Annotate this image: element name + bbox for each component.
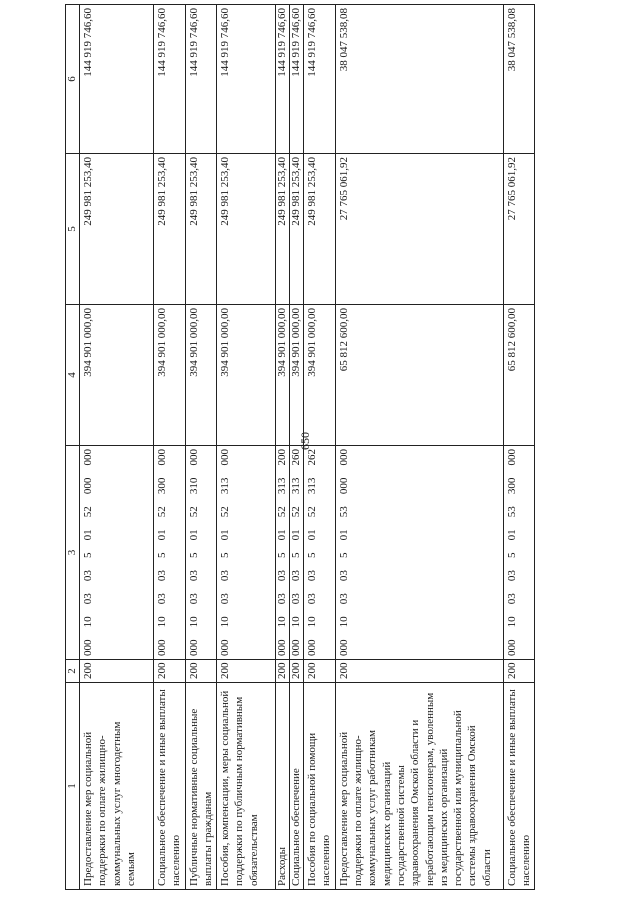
code-part: 53 bbox=[505, 506, 518, 518]
row-value-remaining: 144 919 746,60 bbox=[276, 5, 290, 154]
code-part: 000 bbox=[156, 639, 168, 656]
code-part: 03 bbox=[187, 593, 200, 605]
row-classification-code bbox=[503, 446, 535, 660]
code-part: 03 bbox=[290, 570, 303, 582]
row-value-approved: 394 901 000,00 bbox=[290, 305, 304, 446]
code-part: 10 bbox=[290, 616, 303, 628]
code-part: 000 bbox=[156, 449, 168, 466]
code-part: 10 bbox=[276, 616, 289, 628]
code-part: 03 bbox=[82, 593, 94, 605]
row-rcp-code: 200 bbox=[290, 660, 304, 683]
row-rcp-code: 200 bbox=[154, 660, 186, 683]
code-part: 03 bbox=[290, 593, 303, 605]
code-part: 000 bbox=[82, 477, 94, 495]
code-part: 10 bbox=[82, 616, 94, 628]
code-part: 01 bbox=[82, 529, 94, 541]
code-part: 000 bbox=[187, 639, 200, 656]
row-value-executed: 249 981 253,40 bbox=[290, 154, 304, 305]
code-part: 10 bbox=[306, 616, 319, 628]
row-name: Расходы bbox=[276, 683, 290, 890]
table-row bbox=[80, 5, 154, 890]
header-row bbox=[66, 5, 80, 890]
row-classification-code bbox=[290, 446, 304, 660]
code-part: 5 bbox=[187, 552, 200, 558]
code-part: 5 bbox=[505, 552, 518, 558]
code-part: 5 bbox=[276, 552, 289, 558]
code-part: 03 bbox=[337, 570, 350, 582]
code-part: 53 bbox=[337, 506, 350, 518]
row-classification-code bbox=[185, 446, 217, 660]
code-part: 52 bbox=[219, 506, 232, 518]
code-part: 262 bbox=[306, 449, 319, 466]
row-value-approved: 65 812 600,00 bbox=[503, 305, 535, 446]
row-value-remaining: 38 047 538,08 bbox=[503, 5, 535, 154]
code-part: 03 bbox=[219, 570, 232, 582]
code-part: 260 bbox=[290, 449, 303, 466]
code-part: 5 bbox=[337, 552, 350, 558]
code-part: 310 bbox=[187, 477, 200, 495]
table-row bbox=[217, 5, 276, 890]
table-row bbox=[503, 5, 535, 890]
row-value-executed: 249 981 253,40 bbox=[217, 154, 276, 305]
code-part: 03 bbox=[82, 570, 94, 582]
table-row bbox=[304, 5, 336, 890]
code-part: 5 bbox=[306, 552, 319, 558]
code-part: 000 bbox=[337, 639, 350, 656]
code-part: 03 bbox=[187, 570, 200, 582]
code-part: 10 bbox=[337, 616, 350, 628]
code-part: 52 bbox=[187, 506, 200, 518]
row-name: Публичные нормативные социальные выплаты гражданам bbox=[185, 683, 217, 890]
code-part: 5 bbox=[219, 552, 232, 558]
row-value-remaining: 144 919 746,60 bbox=[185, 5, 217, 154]
code-part: 01 bbox=[337, 529, 350, 541]
header-col-5: 5 bbox=[66, 154, 80, 305]
row-name: Пособия, компенсации, меры социальной поддержки по публичным нормативным обязательствам bbox=[217, 683, 276, 890]
code-part: 313 bbox=[306, 477, 319, 495]
header-col-3: 3 bbox=[66, 446, 80, 660]
row-name: Предоставление мер социальной поддержки по оплате жилищно-коммунальных услуг многодетным семьям bbox=[80, 683, 154, 890]
code-part: 5 bbox=[290, 552, 303, 558]
page-number: 650 bbox=[298, 432, 312, 450]
row-classification-code bbox=[276, 446, 290, 660]
row-rcp-code: 200 bbox=[503, 660, 535, 683]
row-value-executed: 27 765 061,92 bbox=[335, 154, 503, 305]
code-part: 000 bbox=[306, 639, 319, 656]
code-part: 000 bbox=[337, 449, 350, 466]
code-part: 000 bbox=[82, 449, 94, 466]
code-part: 52 bbox=[306, 506, 319, 518]
code-part: 01 bbox=[276, 529, 289, 541]
code-part: 000 bbox=[276, 639, 289, 656]
code-part: 01 bbox=[187, 529, 200, 541]
row-value-remaining: 144 919 746,60 bbox=[217, 5, 276, 154]
row-name: Социальное обеспечение и иные выплаты населению bbox=[154, 683, 186, 890]
header-col-1: 1 bbox=[66, 683, 80, 890]
row-name: Предоставление мер социальной поддержки по оплате жилищно-коммунальных услуг работникам медицинских организаций государственной системы здравоохранения Омской области и неработающим пенсионерам, уволенным из медицинских организаций государственной или муниципальной системы здравоохранения Омской области bbox=[335, 683, 503, 890]
code-part: 313 bbox=[290, 477, 303, 495]
code-part: 03 bbox=[505, 570, 518, 582]
row-rcp-code: 200 bbox=[80, 660, 154, 683]
row-value-remaining: 144 919 746,60 bbox=[290, 5, 304, 154]
row-value-approved: 65 812 600,00 bbox=[335, 305, 503, 446]
code-part: 03 bbox=[219, 593, 232, 605]
code-part: 200 bbox=[276, 449, 289, 466]
table-row bbox=[154, 5, 186, 890]
row-value-executed: 249 981 253,40 bbox=[185, 154, 217, 305]
row-name: Социальное обеспечение и иные выплаты населению bbox=[503, 683, 535, 890]
code-part: 5 bbox=[82, 552, 94, 558]
code-part: 01 bbox=[306, 529, 319, 541]
row-classification-code bbox=[304, 446, 336, 660]
row-value-approved: 394 901 000,00 bbox=[276, 305, 290, 446]
code-part: 000 bbox=[290, 639, 303, 656]
code-part: 52 bbox=[276, 506, 289, 518]
row-rcp-code: 200 bbox=[335, 660, 503, 683]
code-part: 000 bbox=[82, 639, 94, 656]
code-part: 000 bbox=[187, 449, 200, 466]
code-part: 10 bbox=[505, 616, 518, 628]
row-value-remaining: 38 047 538,08 bbox=[335, 5, 503, 154]
code-part: 000 bbox=[219, 449, 232, 466]
code-part: 300 bbox=[505, 477, 518, 495]
row-value-executed: 249 981 253,40 bbox=[154, 154, 186, 305]
row-value-approved: 394 901 000,00 bbox=[304, 305, 336, 446]
row-value-executed: 249 981 253,40 bbox=[276, 154, 290, 305]
row-rcp-code: 200 bbox=[304, 660, 336, 683]
code-part: 03 bbox=[156, 593, 168, 605]
row-value-approved: 394 901 000,00 bbox=[185, 305, 217, 446]
row-classification-code bbox=[154, 446, 186, 660]
row-value-approved: 394 901 000,00 bbox=[154, 305, 186, 446]
code-part: 10 bbox=[187, 616, 200, 628]
row-rcp-code: 200 bbox=[276, 660, 290, 683]
header-col-2: 2 bbox=[66, 660, 80, 683]
code-part: 5 bbox=[156, 552, 168, 558]
code-part: 03 bbox=[276, 593, 289, 605]
row-rcp-code: 200 bbox=[217, 660, 276, 683]
code-part: 03 bbox=[306, 593, 319, 605]
row-value-executed: 249 981 253,40 bbox=[80, 154, 154, 305]
code-part: 52 bbox=[82, 506, 94, 518]
code-part: 52 bbox=[156, 506, 168, 518]
row-name: Пособия по социальной помощи населению bbox=[304, 683, 336, 890]
code-part: 03 bbox=[156, 570, 168, 582]
rotated-table-sheet bbox=[65, 5, 585, 890]
row-value-remaining: 144 919 746,60 bbox=[304, 5, 336, 154]
row-value-approved: 394 901 000,00 bbox=[80, 305, 154, 446]
row-name: Социальное обеспечение bbox=[290, 683, 304, 890]
code-part: 01 bbox=[156, 529, 168, 541]
row-classification-code bbox=[80, 446, 154, 660]
row-classification-code bbox=[217, 446, 276, 660]
code-part: 313 bbox=[276, 477, 289, 495]
code-part: 313 bbox=[219, 477, 232, 495]
code-part: 03 bbox=[306, 570, 319, 582]
code-part: 03 bbox=[337, 593, 350, 605]
budget-execution-table bbox=[65, 4, 535, 890]
header-col-6: 6 bbox=[66, 5, 80, 154]
row-value-executed: 249 981 253,40 bbox=[304, 154, 336, 305]
code-part: 10 bbox=[219, 616, 232, 628]
code-part: 01 bbox=[505, 529, 518, 541]
row-classification-code bbox=[335, 446, 503, 660]
table-row bbox=[335, 5, 503, 890]
code-part: 000 bbox=[505, 639, 518, 656]
code-part: 01 bbox=[219, 529, 232, 541]
table-row bbox=[276, 5, 290, 890]
table-row bbox=[185, 5, 217, 890]
header-col-4: 4 bbox=[66, 305, 80, 446]
row-value-executed: 27 765 061,92 bbox=[503, 154, 535, 305]
code-part: 01 bbox=[290, 529, 303, 541]
row-value-remaining: 144 919 746,60 bbox=[80, 5, 154, 154]
code-part: 000 bbox=[505, 449, 518, 466]
row-value-remaining: 144 919 746,60 bbox=[154, 5, 186, 154]
code-part: 03 bbox=[276, 570, 289, 582]
code-part: 000 bbox=[337, 477, 350, 495]
code-part: 52 bbox=[290, 506, 303, 518]
code-part: 000 bbox=[219, 639, 232, 656]
code-part: 300 bbox=[156, 477, 168, 495]
code-part: 10 bbox=[156, 616, 168, 628]
code-part: 03 bbox=[505, 593, 518, 605]
table-row bbox=[290, 5, 304, 890]
row-rcp-code: 200 bbox=[185, 660, 217, 683]
row-value-approved: 394 901 000,00 bbox=[217, 305, 276, 446]
